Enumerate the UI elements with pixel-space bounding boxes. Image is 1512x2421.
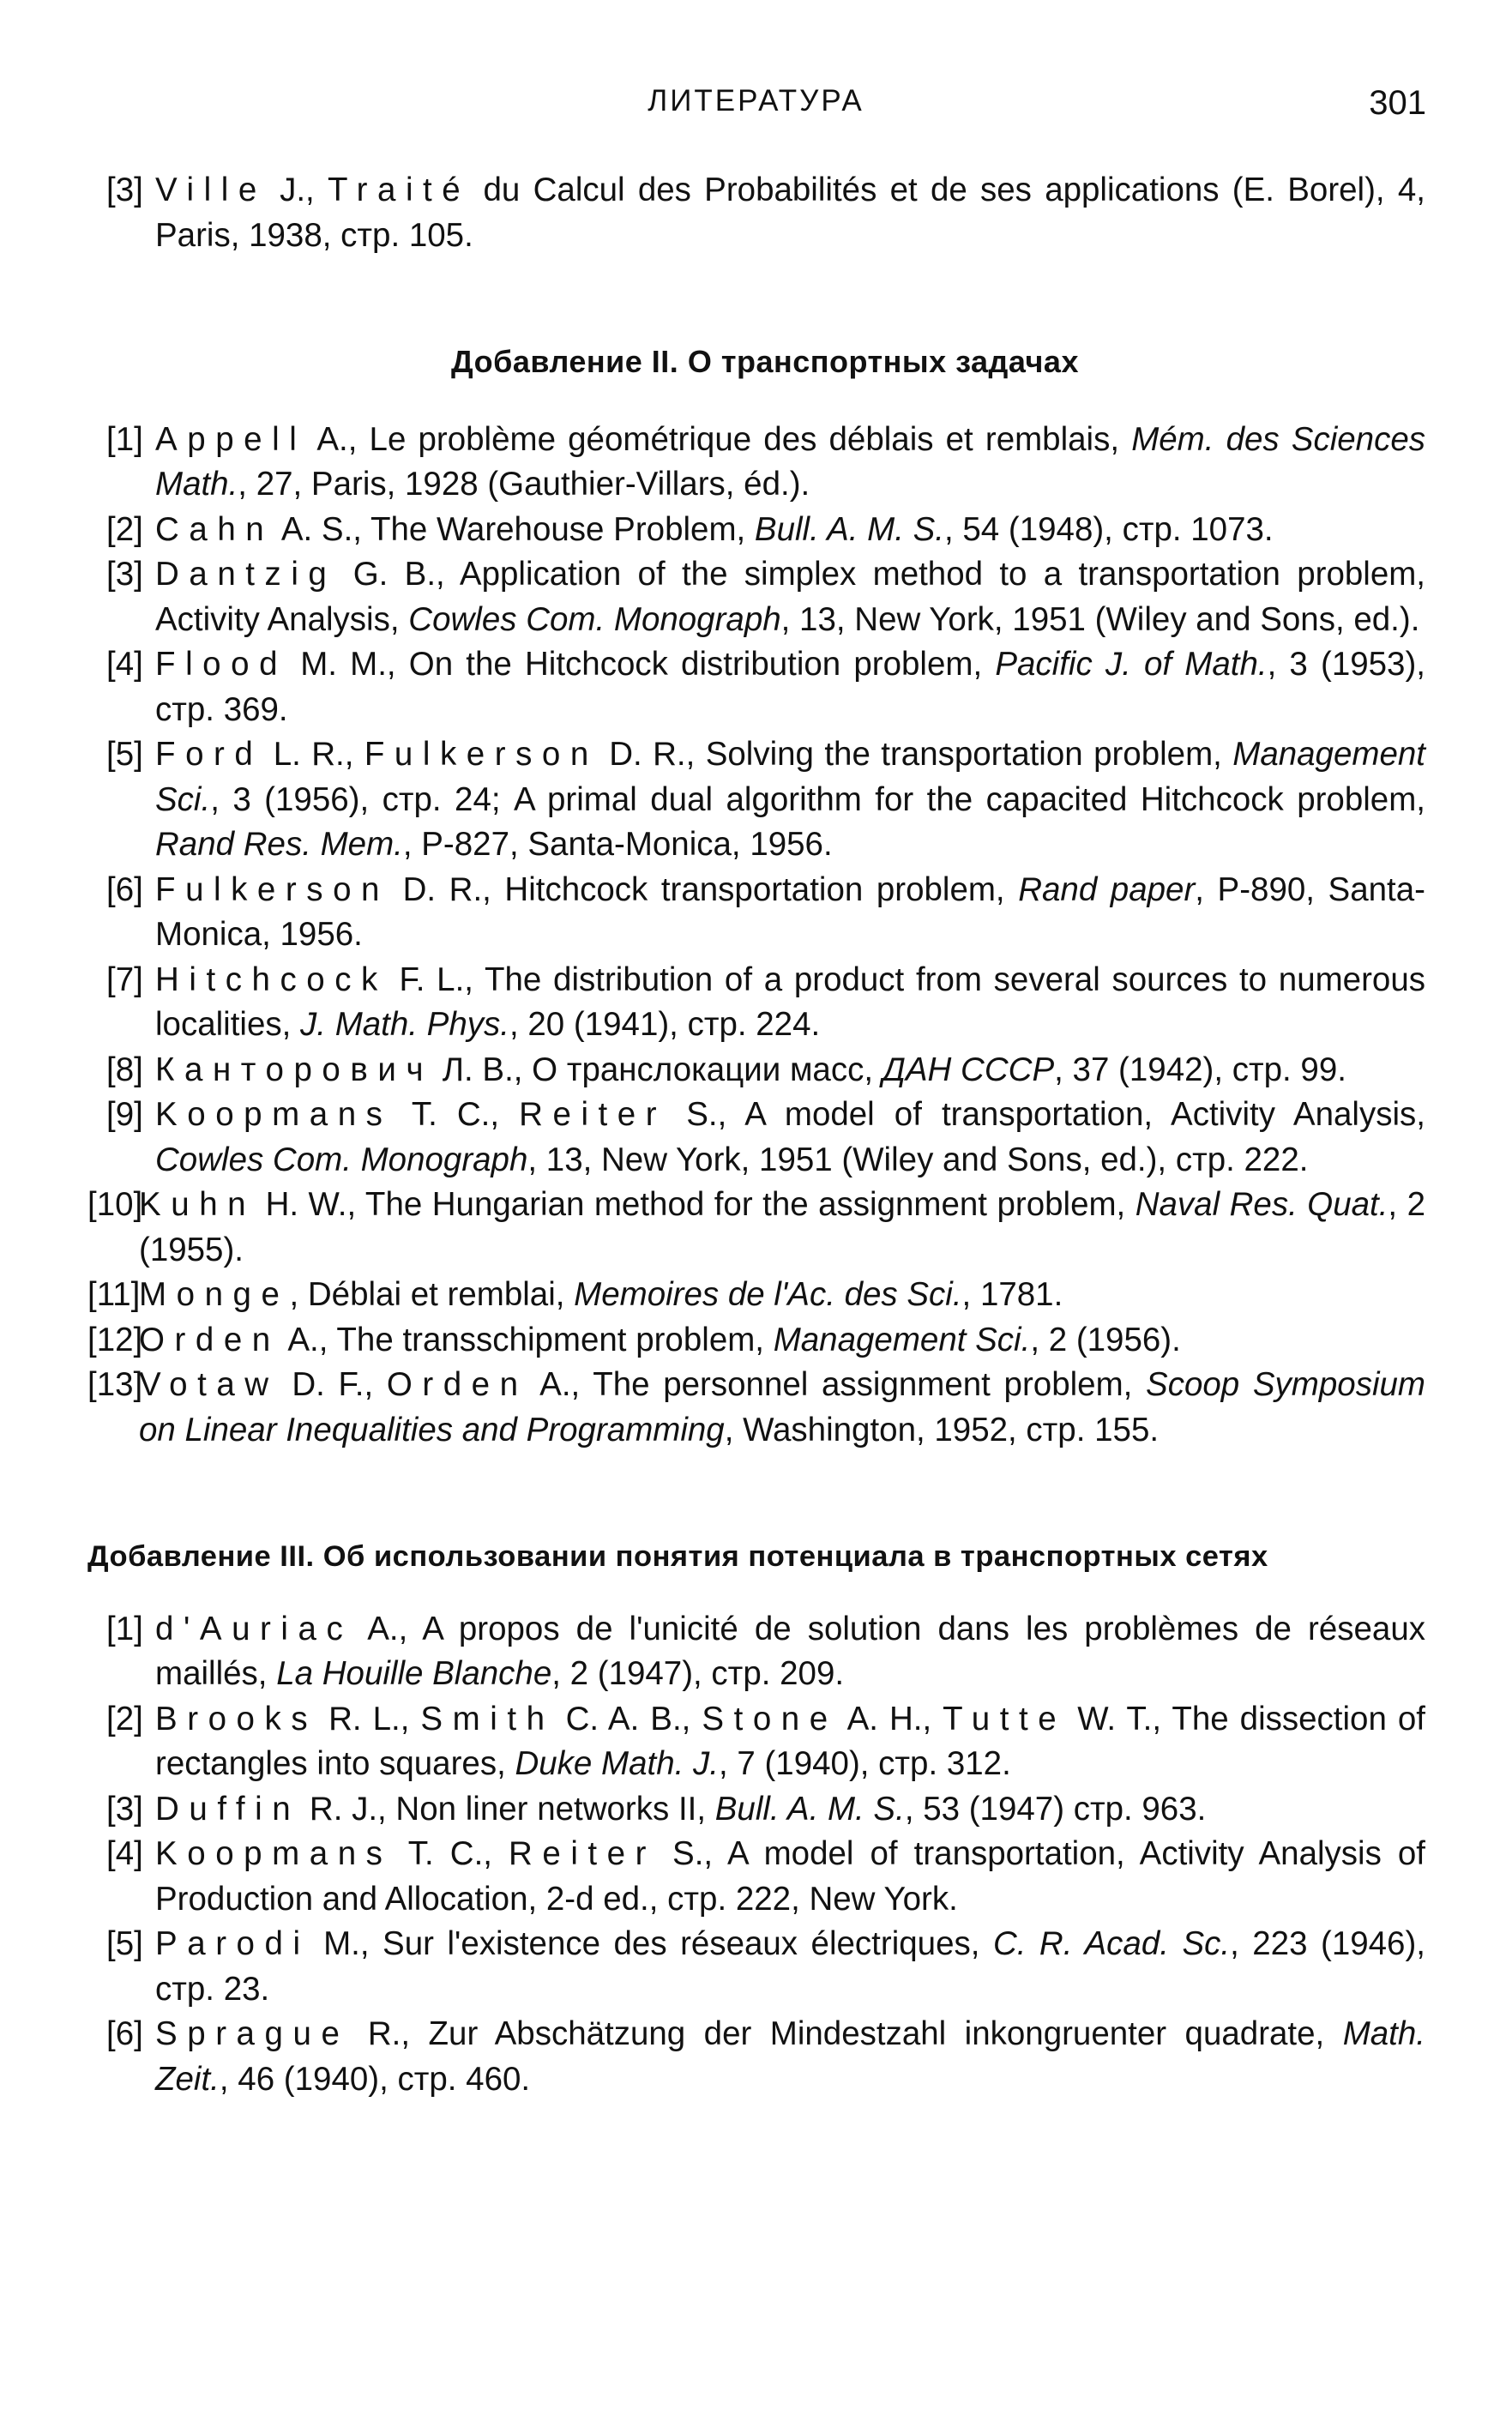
reference-text [155,418,1425,508]
publication-title: Memoires de l'Ac. des Sci. [574,1276,962,1313]
author-surname: Tutte [943,1700,1067,1737]
reference-entry [87,1093,1425,1183]
reference-fragment: R. J., Non liner networks II, [300,1790,715,1828]
section-heading: Добавление III. Об использовании понятия потенциала в транспортных сетях [87,1540,1268,1573]
author-surname: Reiter [519,1096,667,1133]
reference-entry [87,642,1425,732]
reference-fragment: F. L., The distribution of a product from several sources to numerous localities, [155,961,1425,1043]
reference-fragment: , Déblai et remblai, [289,1276,575,1313]
reference-text [139,1318,1425,1364]
reference-number: [8] [106,1051,143,1088]
reference-fragment: W. T., The dissection of rectangles into squares, [155,1700,1425,1782]
reference-fragment: , 7 (1940), стр. 312. [718,1745,1011,1782]
reference-entry [87,552,1425,642]
author-surname: d'Auriac [155,1610,353,1647]
reference-fragment: , 53 (1947) стр. 963. [904,1790,1207,1828]
reference-text [155,868,1425,958]
author-surname: Ford [155,736,263,773]
publication-title: Cowles Com. Monograph [408,600,781,638]
reference-fragment: D. F., [278,1366,387,1403]
reference-entry [87,2012,1425,2102]
author-surname: Duffin [155,1790,301,1828]
reference-fragment: M., Sur l'existence des réseaux électriques, [310,1925,993,1962]
running-head-title: ЛИТЕРАТУРА [648,84,864,117]
publication-title: Management Sci. [155,736,1425,818]
reference-fragment: A. H., [837,1700,943,1737]
reference-fragment: L. R., [262,736,364,773]
author-surname: Appell [155,420,307,458]
publication-title: Management Sci. [773,1321,1031,1358]
reference-text [139,1183,1425,1273]
reference-number: [7] [106,961,143,998]
author-surname: Traité [327,172,471,208]
reference-fragment: , 20 (1941), стр. 224. [509,1006,821,1043]
reference-text [155,1787,1425,1833]
author-surname: Канторович [155,1051,434,1088]
reference-entry [87,1697,1425,1787]
reference-fragment: , 2 (1947), стр. 209. [551,1655,845,1692]
reference-fragment: S., A model of transportation, Activity Analysis of Production and Allocation, 2-d ed., стр. 222, New York. [155,1835,1425,1918]
reference-entry [87,168,1425,258]
reference-text [155,1922,1425,2012]
reference-fragment: M. M., On the Hitchcock distribution problem, [287,646,996,683]
author-surname: Hitchcock [155,961,388,998]
reference-fragment: J., [266,172,328,208]
reference-fragment: , 2 (1955). [139,1186,1425,1268]
publication-title: Rand Res. Mem. [155,826,403,863]
reference-text [155,1093,1425,1183]
reference-fragment: , 13, New York, 1951 (Wiley and Sons, ed.). [780,600,1420,638]
reference-text [155,168,1425,258]
reference-number: [5] [106,736,143,773]
reference-fragment: A., The transschipment problem, [280,1321,774,1358]
reference-text [155,1607,1425,1697]
reference-fragment: R., Zur Abschätzung der Mindestzahl inkongruenter quadrate, [349,2015,1343,2052]
reference-fragment: G. B., Application of the simplex method to a transportation problem, Activity Analysis, [155,556,1425,638]
reference-text [155,2012,1425,2102]
reference-fragment: , 2 (1956). [1030,1321,1181,1358]
reference-fragment: , 1781. [961,1276,1063,1313]
reference-number: [5] [106,1925,143,1962]
reference-number: [4] [106,1835,143,1872]
reference-entry [87,1048,1425,1093]
publication-title: J. Math. Phys. [300,1006,509,1043]
reference-text [155,508,1425,553]
reference-number: [1] [106,420,143,458]
reference-fragment: C. A. B., [554,1700,702,1737]
author-surname: Orden [386,1366,528,1403]
reference-fragment: , 3 (1956), стр. 24; A primal dual algorithm for the capacited Hitchcock problem, [210,780,1425,818]
publication-title: Bull. A. M. S. [714,1790,905,1828]
publication-title: Naval Res. Quat. [1135,1186,1389,1223]
publication-title: Pacific J. of Math. [995,646,1268,683]
publication-title: Mém. des Sciences Math. [155,420,1426,503]
reference-entry [87,1922,1425,2012]
reference-number: [13] [87,1366,143,1403]
reference-number: [11] [87,1276,141,1313]
reference-text [155,1048,1425,1093]
reference-fragment: , 223 (1946), стр. 23. [155,1925,1425,2008]
publication-title: ДАН СССР [882,1051,1055,1088]
author-surname: Dantzig [155,556,337,593]
reference-fragment: , 13, New York, 1951 (Wiley and Sons, ed.), стр. 222. [527,1141,1309,1178]
reference-entry [87,1273,1425,1318]
reference-number: [1] [106,1610,143,1647]
reference-number: [9] [106,1096,143,1133]
reference-number: [3] [106,556,143,593]
author-surname: Sprague [155,2015,350,2052]
author-surname: Parodi [155,1925,310,1962]
reference-entry [87,508,1425,553]
reference-entry [87,1607,1425,1697]
reference-fragment: , 37 (1942), стр. 99. [1054,1051,1346,1088]
author-surname: Ville [155,172,267,208]
reference-number: [2] [106,510,143,548]
reference-fragment: , P-890, Santa-Monica, 1956. [155,870,1425,953]
reference-fragment: A., Le problème géométrique des déblais et remblais, [306,420,1132,458]
publication-title: Duke Math. J. [515,1745,719,1782]
reference-number: [12] [87,1321,143,1358]
reference-entry [87,732,1425,868]
author-surname: Brooks [155,1700,318,1737]
reference-text [155,1832,1425,1922]
reference-fragment: , 27, Paris, 1928 (Gauthier-Villars, éd.). [238,466,810,503]
reference-number: [10] [87,1186,143,1223]
author-surname: Kuhn [139,1186,256,1223]
author-surname: Cahn [155,510,274,548]
author-surname: Fulkerson [364,736,599,773]
reference-entry [87,418,1425,508]
previous-section-references [87,168,1425,258]
reference-entry [87,1787,1425,1833]
reference-fragment: H. W., The Hungarian method for the assignment problem, [256,1186,1136,1223]
author-surname: Fulkerson [155,870,389,908]
page-body [87,168,1425,2102]
reference-entry [87,958,1425,1048]
running-head [0,84,1512,127]
reference-text [155,958,1425,1048]
reference-list [87,1607,1425,2103]
reference-number: [3] [106,1790,143,1828]
reference-list [87,418,1425,1454]
reference-fragment: , 46 (1940), стр. 460. [219,2060,531,2098]
author-surname: Monge [139,1276,290,1313]
author-surname: Smith [420,1700,555,1737]
reference-number: [3] [106,172,143,208]
reference-text [155,642,1425,732]
reference-number: [6] [106,2015,143,2052]
publication-title: Rand paper [1018,870,1196,908]
reference-text [155,732,1425,868]
reference-number: [6] [106,870,143,908]
reference-entry [87,1363,1425,1453]
publication-title: Cowles Com. Monograph [155,1141,528,1178]
reference-fragment: Л. В., О транслокации масс, [433,1051,883,1088]
reference-fragment: A., A propos de l'unicité de solution dans les problèmes de réseaux maillés, [155,1610,1425,1692]
reference-fragment: T. C., [392,1096,520,1133]
author-surname: Votaw [139,1366,279,1403]
publication-title: Bull. A. M. S. [754,510,944,548]
reference-fragment: , Washington, 1952, стр. 155. [724,1411,1160,1448]
reference-entry [87,1832,1425,1922]
reference-text [155,552,1425,642]
reference-text [139,1363,1425,1453]
author-surname: Reiter [509,1835,657,1872]
reference-number: [4] [106,646,143,683]
reference-fragment: D. R., Hitchcock transportation problem, [389,870,1019,908]
publication-title: C. R. Acad. Sc. [992,1925,1231,1962]
author-surname: Orden [139,1321,280,1358]
reference-text [155,1697,1425,1787]
reference-fragment: T. C., [392,1835,509,1872]
reference-fragment: A. S., The Warehouse Problem, [274,510,755,548]
section-heading: Добавление II. О транспортных задачах [451,344,1079,379]
reference-number: [2] [106,1700,143,1737]
author-surname: Koopmans [155,1835,393,1872]
reference-fragment: , 54 (1948), стр. 1073. [943,510,1274,548]
reference-entry [87,868,1425,958]
reference-fragment: R. L., [317,1700,421,1737]
reference-fragment: , P-827, Santa-Monica, 1956. [402,826,833,863]
publication-title: La Houille Blanche [276,1655,552,1692]
author-surname: Stone [702,1700,838,1737]
author-surname: Flood [155,646,288,683]
page-number: 301 [1369,84,1426,122]
reference-entry [87,1183,1425,1273]
reference-fragment: S., A model of transportation, Activity Analysis, [666,1096,1425,1133]
reference-entry [87,1318,1425,1364]
reference-fragment: D. R., Solving the transportation problem, [598,736,1233,773]
reference-text [139,1273,1425,1318]
reference-fragment: , 3 (1953), стр. 369. [155,646,1425,728]
publication-title: Math. Zeit. [155,2015,1425,2098]
reference-fragment: A., The personnel assignment problem, [527,1366,1147,1403]
reference-fragment: du Calcul des Probabilités et de ses applications (E. Borel), 4, Paris, 1938, стр. 105. [155,172,1425,254]
author-surname: Koopmans [155,1096,393,1133]
publication-title: Scoop Symposium on Linear Inequalities and Programming [139,1366,1425,1448]
